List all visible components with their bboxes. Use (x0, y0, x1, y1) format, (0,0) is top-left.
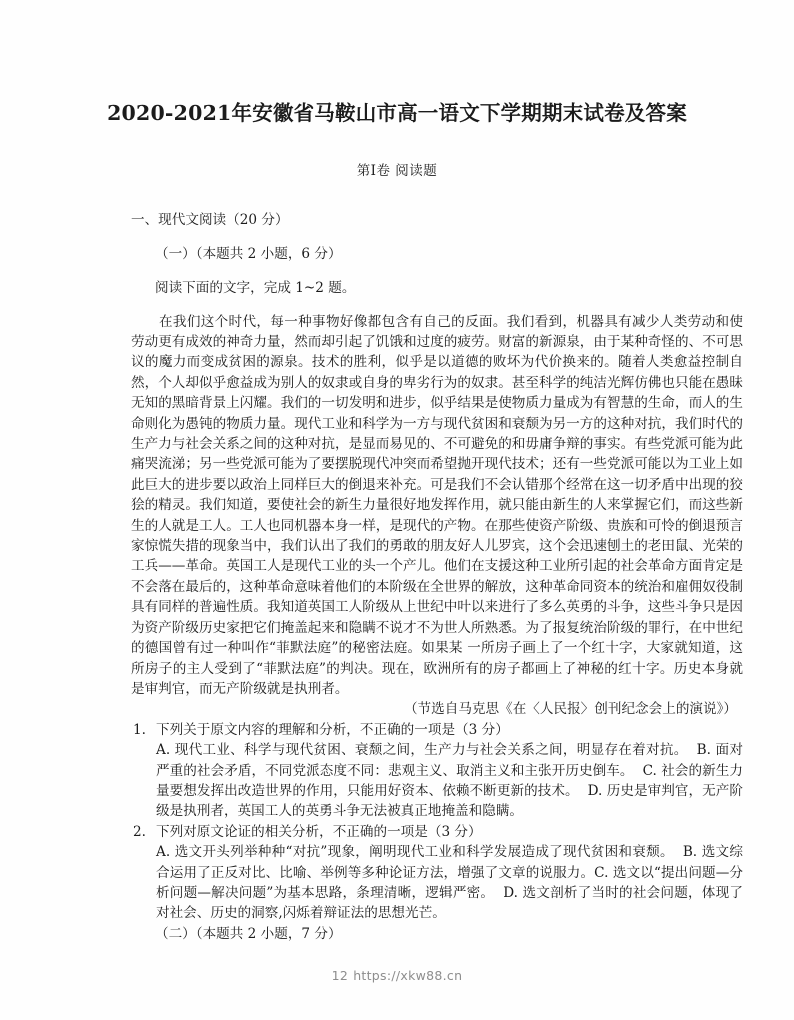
subheading-part-two: （二）（本题共 2 小题，7 分） (155, 925, 342, 942)
subheading-part-one: （一）（本题共 2 小题，6 分） (155, 245, 342, 262)
page-number: 12 (331, 968, 349, 983)
page-footer (0, 968, 794, 983)
question-option: C. 社会的新生力量要想发挥出改造世界的作用，只能用好资本、依赖不断更新的技术。 (156, 762, 744, 799)
question-item (131, 720, 743, 822)
question-number: 2. (133, 823, 146, 840)
passage-text: 在我们这个时代，每一种事物好像都包含有自己的反面。我们看到，机器具有减少人类劳动和使劳动更有成效的神奇力量，然而却引起了饥饿和过度的疲劳。财富的新源泉，由于某种奇怪的、不可思议的魔力而变成贫困的源泉。技术的胜利，似乎是以道德的败坏为代价换来的。随着人类愈益控制自然，个人却似乎愈益成为别人的奴隶或自身的卑劣行为的奴隶。甚至科学的纯洁光辉仿佛也只能在愚昧无知的黑暗背景上闪耀。我们的一切发明和进步，似乎结果是使物质力量成为有智慧的生命，而人的生命则化为愚钝的物质力量。现代工业和科学为一方与现代贫困和衰颓为另一方的这种对抗，我们时代的生产力与社会关系之间的这种对抗，是显而易见的、不可避免的和毋庸争辩的事实。有些党派可能为此痛哭流涕；另一些党派可能为了要摆脱现代冲突而希望抛开现代技术；还有一些党派可能以为工业上如此巨大的进步要以政治上同样巨大的倒退来补充。可是我们不会认错那个经常在这一切矛盾中出现的狡狯的精灵。我们知道，要使社会的新生力量很好地发挥作用，就只能由新生的人来掌握它们，而这些新生的人就是工人。工人也同机器本身一样，是现代的产物。在那些使资产阶级、贵族和可怜的倒退预言家惊慌失措的现象当中，我们认出了我们的勇敢的朋友好人儿罗宾，这个会迅速刨土的老田鼠、光荣的工兵——革命。英国工人是现代工业的头一个产儿。他们在支援这种工业所引起的社会革命方面肯定是不会落在最后的，这种革命意味着他们的本阶级在全世界的解放，这种革命同资本的统治和雇佣奴役制具有同样的普遍性质。我知道英国工人阶级从上世纪中叶以来进行了多么英勇的斗争，这些斗争只是因为资产阶级历史家把它们掩盖起来和隐瞒不说才不为世人所熟悉。为了报复统治阶级的罪行，在中世纪的德国曾有过一种叫作“菲默法庭”的秘密法庭。如果某 一所房子画上了一个红十字，大家就知道，这所房子的主人受到了“菲默法庭”的判决。现在，欧洲所有的房子都画上了神秘的红十字。历史本身就是审判官，而无产阶级就是执刑者。 (131, 313, 743, 697)
question-option: B. 面对严重的社会矛盾，不同党派态度不同：悲观主义、取消主义和主张开历史倒车。 (156, 742, 743, 779)
question-item (131, 822, 743, 924)
question-option: A. 选文开头列举种种“对抗”现象，阐明现代工业和科学发展造成了现代贫困和衰颓。 (156, 844, 674, 861)
question-option: B. 选文综合运用了正反对比、比喻、举例等多种论证方法，增强了文章的说服力。 (156, 844, 743, 881)
page-title: 2020-2021年安徽省马鞍山市高一语文下学期期末试卷及答案 (107, 101, 687, 125)
question-stem: 下列对原文论证的相关分析，不正确的一项是（3 分） (156, 823, 482, 840)
passage-citation: （节选自马克思《在〈人民报〉创刊纪念会上的演说》） (403, 701, 737, 718)
question-option: D. 选文剖析了当时的社会问题，体现了对社会、历史的洞察,闪烁着辩证法的思想光芒。 (156, 884, 743, 922)
question-number: 1. (133, 721, 146, 738)
instruction-read-passage: 阅读下面的文字，完成 1~2 题。 (155, 279, 356, 296)
question-option: C. 选文以“提出问题—分析问题—解决问题”为基本思路，条理清晰，逻辑严密。 (156, 864, 743, 901)
section-banner: 第Ⅰ卷 阅读题 (356, 163, 438, 179)
document-body (131, 196, 743, 944)
question-stem: 下列关于原文内容的理解和分析，不正确的一项是（3 分） (156, 721, 509, 738)
heading-modern-reading: 一、现代文阅读（20 分） (131, 211, 289, 228)
question-option: A. 现代工业、科学与现代贫困、衰颓之间，生产力与社会关系之间，明显存在着对抗。 (156, 742, 688, 759)
watermark-url: https://xkw88.cn (353, 968, 463, 983)
question-option: D. 历史是审判官，无产阶级是执刑者，英国工人的英勇斗争无法被真正地掩盖和隐瞒。 (156, 782, 743, 820)
